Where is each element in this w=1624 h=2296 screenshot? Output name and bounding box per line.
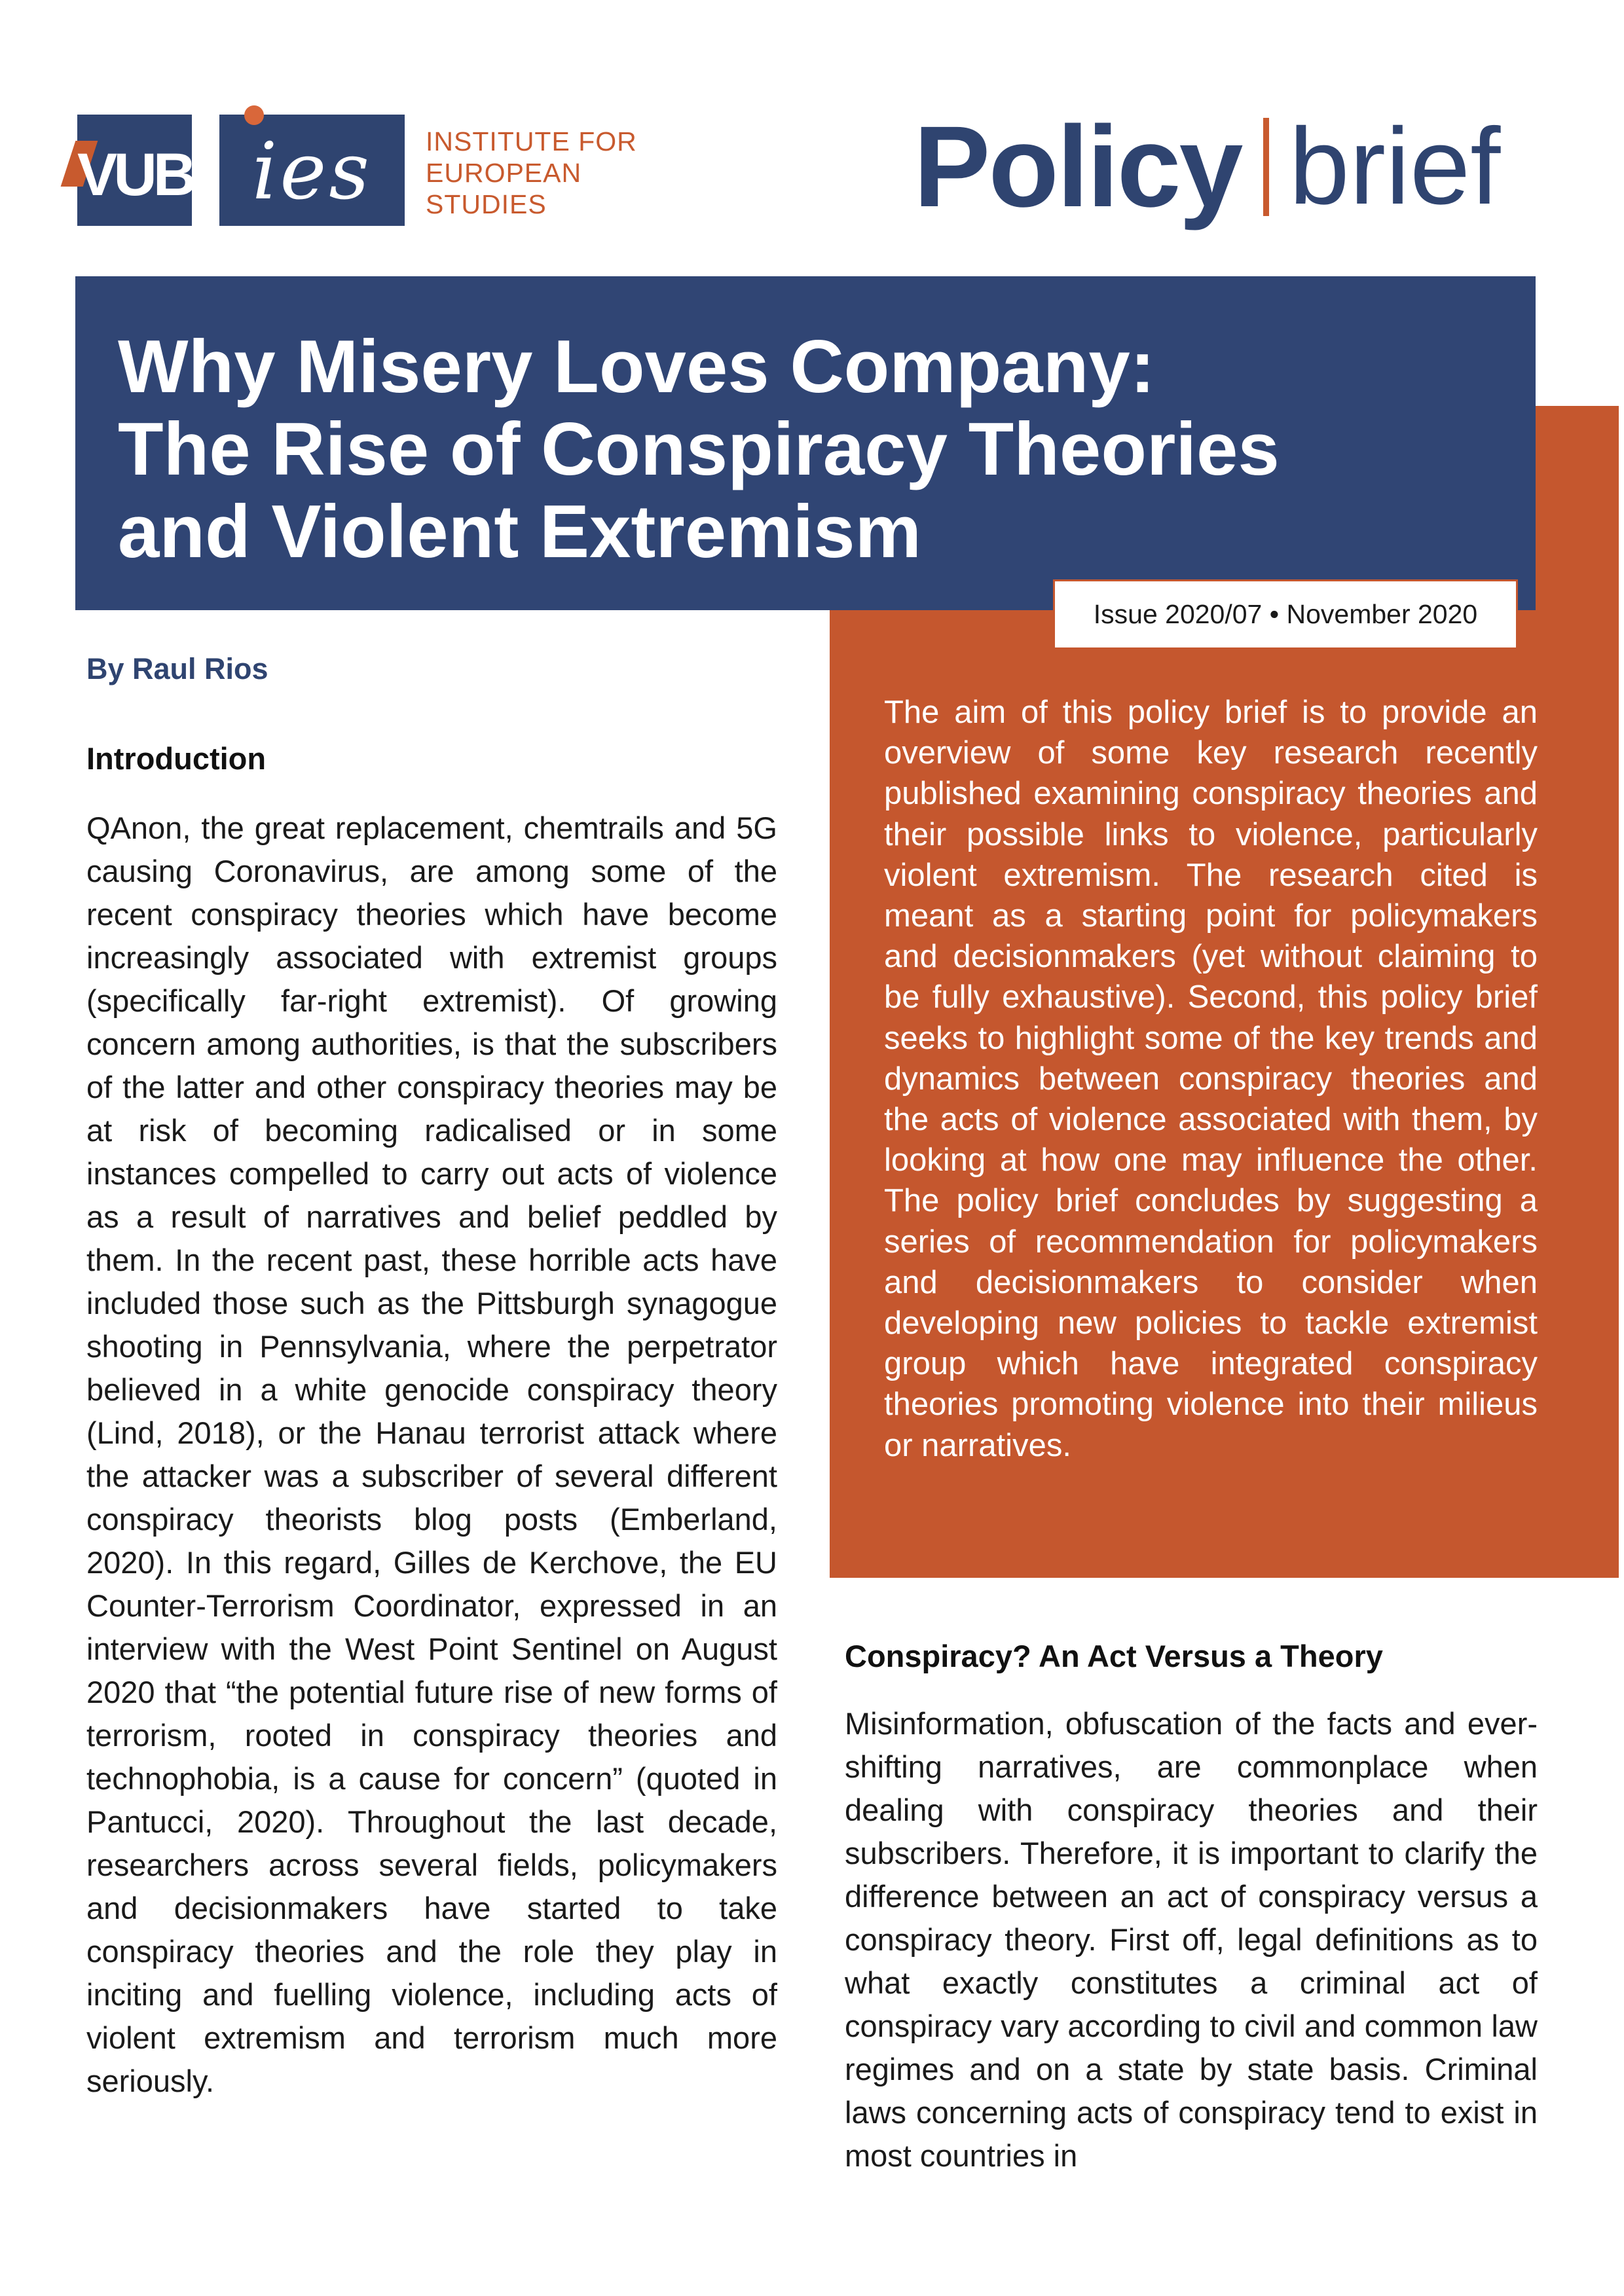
issue-label: Issue 2020/07 • November 2020 (1053, 579, 1518, 649)
introduction-text: QAnon, the great replacement, chemtrails and 5G causing Coronavirus, are among some of the recent conspiracy theories which have become increasingly associated with extremist groups (specifically far-right extremist). Of growing concern among authorities, is that the subscribers of the latter and other conspiracy theories may be at risk of becoming radicalised or in some instances compelled to carry out acts of violence as a result of narratives and belief peddled by them. In the recent past, these horrible acts have included those such as the Pittsburgh synagogue shooting in Pennsylvania, where the perpetrator believed in a white genocide conspiracy theory (Lind, 2018), or the Hanau terrorist attack where the attacker was a subscriber of several different conspiracy theorists blog posts (Emberland, 2020). In this regard, Gilles de Kerchove, the EU Counter-Terrorism Coordinator, expressed in an interview with the West Point Sentinel on August 2020 that “the potential future rise of new forms of terrorism, rooted in conspiracy theories and technophobia, is a cause for concern” (quoted in Pantucci, 2020). Throughout the last decade, researchers across several fields, policymakers and decisionmakers have started to take conspiracy theories and the role they play in inciting and fuelling violence, including acts of violent extremism and terrorism much more seriously. (86, 811, 777, 2098)
institute-line-2: EUROPEAN (426, 158, 582, 188)
ies-logo-dot (244, 105, 264, 125)
masthead-divider (1263, 118, 1269, 216)
section-text: Misinformation, obfuscation of the facts and ever-shifting narratives, are commonplace when dealing with conspiracy theories and their subscribers. Therefore, it is important to clarify the difference between an act of conspiracy versus a conspiracy theory. First off, legal definitions as to what exactly constitutes a criminal act of conspiracy vary according to civil and common law regimes and on a state by state basis. Criminal laws concerning acts of conspiracy tend to exist in most countries in (845, 1706, 1538, 2173)
title-line-2: The Rise of Conspiracy Theories (118, 408, 1280, 491)
section-heading: Conspiracy? An Act Versus a Theory (845, 1639, 1383, 1673)
page-title (118, 326, 1460, 574)
ies-logo-text: ies (252, 126, 372, 217)
institute-line-1: INSTITUTE FOR (426, 126, 637, 156)
introduction-heading: Introduction (86, 741, 267, 776)
vub-logo-text: VUB (77, 141, 193, 208)
vub-logo (77, 115, 192, 226)
masthead-brief: brief (1289, 106, 1501, 227)
institute-name (426, 126, 637, 220)
institute-line-3: STUDIES (426, 189, 547, 219)
masthead-policy: Policy (913, 103, 1242, 231)
ies-logo (219, 115, 405, 226)
abstract-text: The aim of this policy brief is to provide an overview of some key research recently published examining conspiracy theories and their possible links to violence, particularly violent extremism. The research cited is meant as a starting point for policymakers and decisionmakers (yet without claiming to be fully exhaustive). Second, this policy brief seeks to highlight some of the key trends and dynamics between conspiracy theories and the acts of violence associated with them, by looking at how one may influence the other. The policy brief concludes by suggesting a series of recommendation for policymakers and decisionmakers to consider when developing new policies to tackle extremist group which have integrated conspiracy theories promoting violence into their milieus or narratives. (884, 695, 1538, 1463)
title-line-3: and Violent Extremism (118, 490, 921, 574)
byline: By Raul Rios (86, 652, 268, 685)
policy-brief-masthead (913, 103, 1501, 231)
title-line-1: Why Misery Loves Company: (118, 325, 1155, 409)
